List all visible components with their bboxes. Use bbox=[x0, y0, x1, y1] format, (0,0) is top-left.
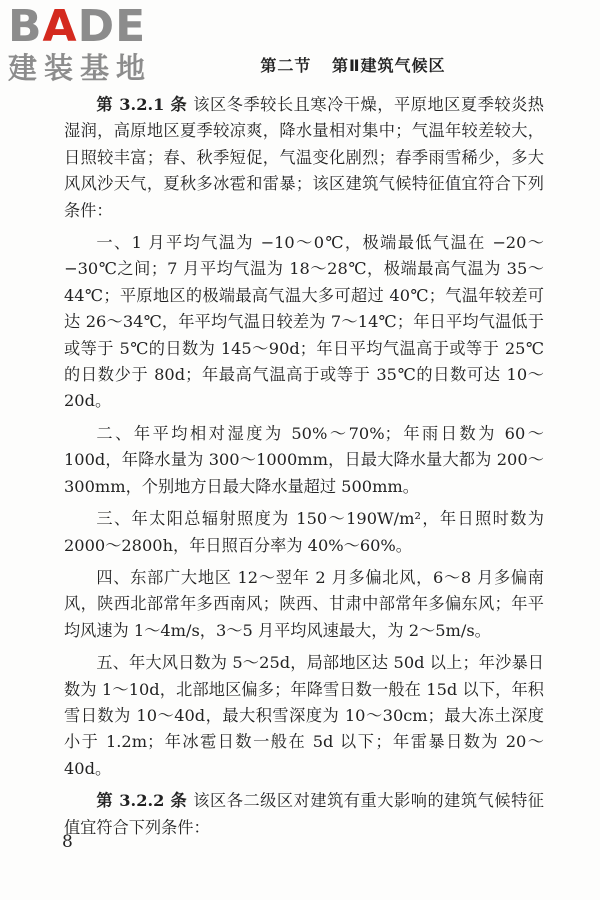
paragraph-clause-3-2-2: 第 3.2.2 条 该区各二级区对建筑有重大影响的建筑气候特征值宜符合下列条件： bbox=[64, 791, 544, 837]
logo-chinese-text: 建装基地 bbox=[8, 51, 153, 85]
paragraph-item-4: 四、东部广大地区 12～翌年 2 月多偏北风，6～8 月多偏南风，陕西北部常年多西南风；陕西、甘肃中部常年多偏东风；年平均风速为 1～4m/s，3～5 月平均风速最大，为 2～5m/s。 bbox=[64, 567, 544, 640]
paragraph-item-2: 二、年平均相对湿度为 50%～70%；年雨日数为 60～100d，年降水量为 300～1000mm，日最大降水量大都为 200～300mm，个别地方日最大降水量超过 500mm。 bbox=[64, 423, 544, 496]
page-number: 8 bbox=[62, 832, 73, 852]
clause-number: 第 3.2.1 条 bbox=[96, 95, 188, 114]
section-heading: 第Ⅱ建筑气候区 bbox=[332, 56, 446, 75]
body-text bbox=[64, 92, 544, 847]
section-number: 第二节 bbox=[260, 56, 312, 75]
bade-logo bbox=[8, 1, 178, 92]
section-title bbox=[0, 53, 600, 76]
clause-number: 第 3.2.2 条 bbox=[96, 791, 188, 811]
paragraph-item-1: 一、1 月平均气温为 −10～0℃，极端最低气温在 −20～−30℃之间；7 月平均气温为 18～28℃，极端最高气温为 35～44℃；平原地区的极端最高气温大多可超过 40℃；气温年较差可达 26～34℃，年平均气温日较差为 7～14℃；年日平均气温低于或等于 5℃的日数为 145～90d；年日平均气温高于或等于 25℃的日数少于 80d；年最高气温高于或等于 35℃的日数可达 10～20d。 bbox=[64, 233, 544, 411]
logo-wordmark: BADE bbox=[8, 1, 147, 52]
paragraph-item-5: 五、年大风日数为 5～25d，局部地区达 50d 以上；年沙暴日数为 1～10d，北部地区偏多；年降雪日数一般在 15d 以下，年积雪日数为 10～40d，最大积雪深度为 10～30cm；最大冻土深度小于 1.2m；年冰雹日数一般在 5d 以下；年雷暴日数为 20～40d。 bbox=[64, 653, 544, 778]
paragraph-clause-3-2-1: 第 3.2.1 条 该区冬季较长且寒冷干燥，平原地区夏季较炎热湿润，高原地区夏季较凉爽，降水量相对集中；气温年较差较大，日照较丰富；春、秋季短促，气温变化剧烈；春季雨雪稀少，多大风风沙天气，夏秋多冰雹和雷暴；该区建筑气候特征值宜符合下列条件： bbox=[64, 95, 544, 220]
paragraph-item-3: 三、年太阳总辐射照度为 150～190W/m²，年日照时数为 2000～2800h，年日照百分率为 40%～60%。 bbox=[64, 509, 544, 555]
